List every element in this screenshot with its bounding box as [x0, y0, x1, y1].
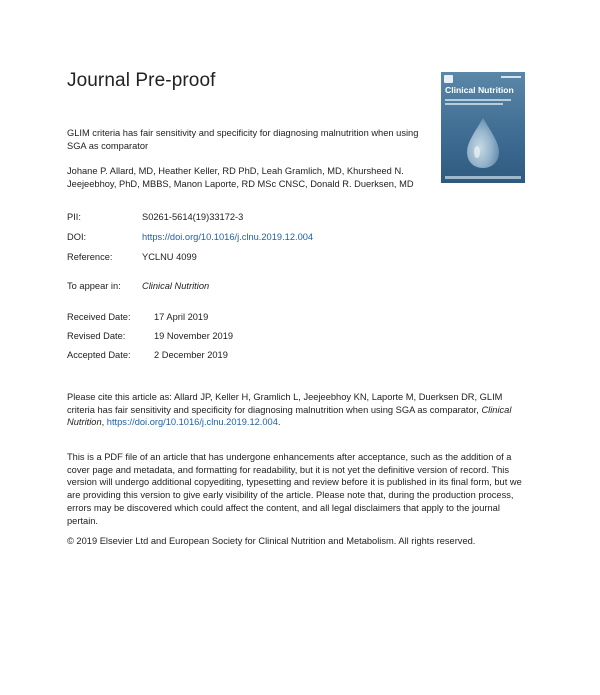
journal-cover-image — [441, 72, 525, 183]
water-drop-icon — [461, 116, 505, 170]
cover-decoration — [501, 76, 521, 78]
revised-date-value: 19 November 2019 — [154, 331, 234, 341]
article-title: GLIM criteria has fair sensitivity and specificity for diagnosing malnutrition when using SGA as comparator — [67, 128, 419, 151]
doi-link[interactable]: https://doi.org/10.1016/j.clnu.2019.12.004 — [142, 232, 314, 242]
cover-subtitle-line — [445, 103, 503, 105]
received-date-value: 17 April 2019 — [154, 312, 209, 322]
cover-journal-title: Clinical Nutrition — [445, 85, 514, 95]
pii-value: S0261-5614(19)33172-3 — [142, 212, 244, 222]
doi-label: DOI: — [67, 232, 87, 242]
citation-journal: Clinical Nutrition — [67, 404, 512, 428]
reference-label: Reference: — [67, 252, 113, 262]
pii-label: PII: — [67, 212, 81, 222]
appear-in-label: To appear in: — [67, 281, 121, 291]
elsevier-logo-icon — [444, 75, 453, 83]
author-list: Johane P. Allard, MD, Heather Keller, RD PhD, Leah Gramlich, MD, Khursheed N. Jeejeebhoy, PhD, MBBS, Manon Laporte, RD MSc CNSC, Donald R. Duerksen, MD — [67, 166, 414, 189]
accepted-date-value: 2 December 2019 — [154, 350, 228, 360]
citation-text: Please cite this article as: Allard JP, Keller H, Gramlich L, Jeejeebhoy KN, Laporte M, Duerksen DR, GLIM criteria has fair sensitivity and specificity for diagnosing malnutrition when using SGA as comparator, — [67, 392, 503, 415]
revised-date-label: Revised Date: — [67, 331, 126, 341]
citation-end: . — [277, 417, 281, 428]
appear-in-journal: Clinical Nutrition — [142, 281, 210, 291]
cover-subtitle-line — [445, 99, 511, 101]
reference-value: YCLNU 4099 — [142, 252, 197, 262]
cover-footer-bar — [445, 176, 521, 179]
received-date-label: Received Date: — [67, 312, 131, 322]
citation-paragraph — [67, 391, 527, 429]
copyright-notice: © 2019 Elsevier Ltd and European Society for Clinical Nutrition and Metabolism. All rights reserved. — [67, 536, 476, 546]
pre-proof-notice: This is a PDF file of an article that has undergone enhancements after acceptance, such as the addition of a cover page and metadata, and formatting for readability, but it is not yet the definitive version of record. This version will undergo additional copyediting, typesetting and review before it is published in its final form, but we are providing this version to give early visibility of the article. Please note that, during the production process, errors may be discovered which could affect the content, and all legal disclaimers that apply to the journal pertain. — [67, 452, 522, 526]
citation-doi-link[interactable]: https://doi.org/10.1016/j.clnu.2019.12.004 — [106, 417, 278, 428]
accepted-date-label: Accepted Date: — [67, 350, 131, 360]
journal-status-heading: Journal Pre-proof — [67, 70, 216, 91]
citation-separator: , — [101, 417, 107, 428]
